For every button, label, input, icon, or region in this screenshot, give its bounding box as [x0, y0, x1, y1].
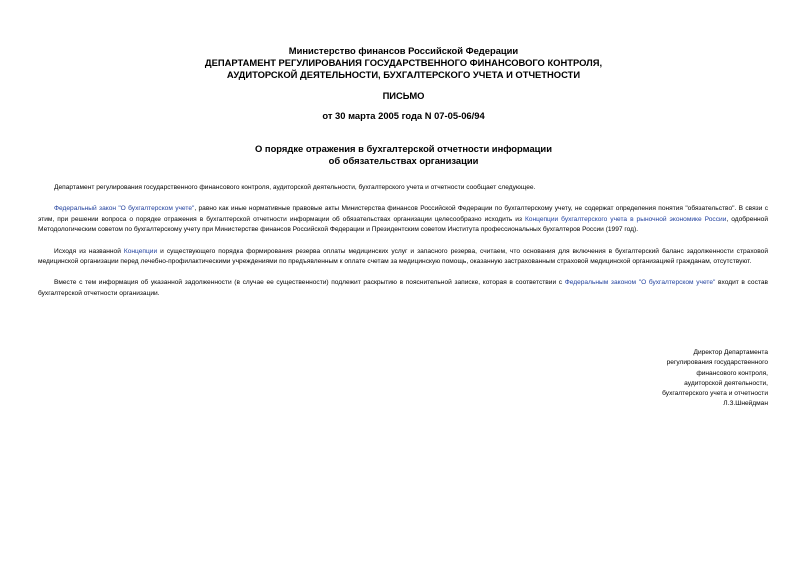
- paragraph-1: [38, 183, 768, 194]
- paragraph-3-text-2: и существующего порядка формирования резерва оплаты медицинских услуг и запасного резерва, считаем, что основания для включения в бухгалтерский баланс задолженности страховой медицинской организации перед лечебно-профилактическими учреждениями по предъявленным к оплате счетам за медицинскую помощь, оказанную застрахованным страховой медицинской организацией гражданам, отсутствуют.: [38, 247, 768, 266]
- signature-block: [568, 348, 768, 410]
- document-body: [38, 183, 768, 310]
- department-name-line1: ДЕПАРТАМЕНТ РЕГУЛИРОВАНИЯ ГОСУДАРСТВЕННОГО ФИНАНСОВОГО КОНТРОЛЯ,: [204, 57, 603, 68]
- accounting-concept-link[interactable]: Концепции бухгалтерского учета в рыночной экономике России: [524, 215, 727, 223]
- signature-title-line3: финансового контроля,: [696, 369, 768, 377]
- signatory-name: Л.З.Шнейдман: [723, 400, 768, 408]
- concept-link[interactable]: Концепции: [123, 247, 158, 255]
- paragraph-2: [38, 204, 768, 236]
- signature-title-line4: аудиторской деятельности,: [684, 379, 768, 387]
- paragraph-4-text-2: входит в состав бухгалтерской отчетности организации.: [38, 279, 769, 297]
- signature-title-line1: Директор Департамента: [693, 349, 768, 356]
- paragraph-1-text: Департамент регулирования государственного финансового контроля, аудиторской деятельности, бухгалтерского учета и отчетности сообщает следующее.: [54, 184, 536, 191]
- paragraph-2-text-1: , равно как иные нормативные правовые акты Министерства финансов Российской Федерации по бухгалтерскому учету, не содержат определения понятия "обязательство". В связи с этим, при решении вопроса о порядке отражения в бухгалтерской отчетности информации об обязательствах организации целесообразно исходить из: [38, 205, 769, 223]
- paragraph-4: [38, 278, 768, 299]
- document-type: ПИСЬМО: [382, 90, 425, 101]
- signature-title-line2: регулирования государственного: [666, 359, 768, 367]
- subject-line2: об обязательствах организации: [328, 155, 479, 166]
- paragraph-3-text-1: Исходя из названной: [54, 247, 124, 255]
- department-name-line2: АУДИТОРСКОЙ ДЕЯТЕЛЬНОСТИ, БУХГАЛТЕРСКОГО УЧЕТА И ОТЧЕТНОСТИ: [226, 69, 581, 80]
- ministry-name: Министерство финансов Российской Федерации: [288, 45, 519, 56]
- subject-line1: О порядке отражения в бухгалтерской отчетности информации: [255, 143, 552, 154]
- signature-title-line5: бухгалтерского учета и отчетности: [662, 390, 768, 398]
- federal-law-link-2[interactable]: Федеральным законом "О бухгалтерском учете": [564, 279, 716, 287]
- paragraph-2-text-2: , одобренной Методологическим советом по бухгалтерскому учету при Министерстве финансов Российской Федерации и Президентским советом Института профессиональных бухгалтеров России (1997 год).: [38, 215, 769, 234]
- document-subject: [0, 143, 807, 167]
- document-header: [0, 45, 807, 81]
- federal-law-link[interactable]: Федеральный закон "О бухгалтерском учете": [54, 205, 195, 213]
- paragraph-4-text-1: Вместе с тем информация об указанной задолженности (в случае ее существенности) подлежит раскрытию в пояснительной записке, которая в соответствии с: [54, 279, 565, 287]
- paragraph-3: [38, 247, 768, 268]
- document-date-number: от 30 марта 2005 года N 07-05-06/94: [322, 110, 485, 121]
